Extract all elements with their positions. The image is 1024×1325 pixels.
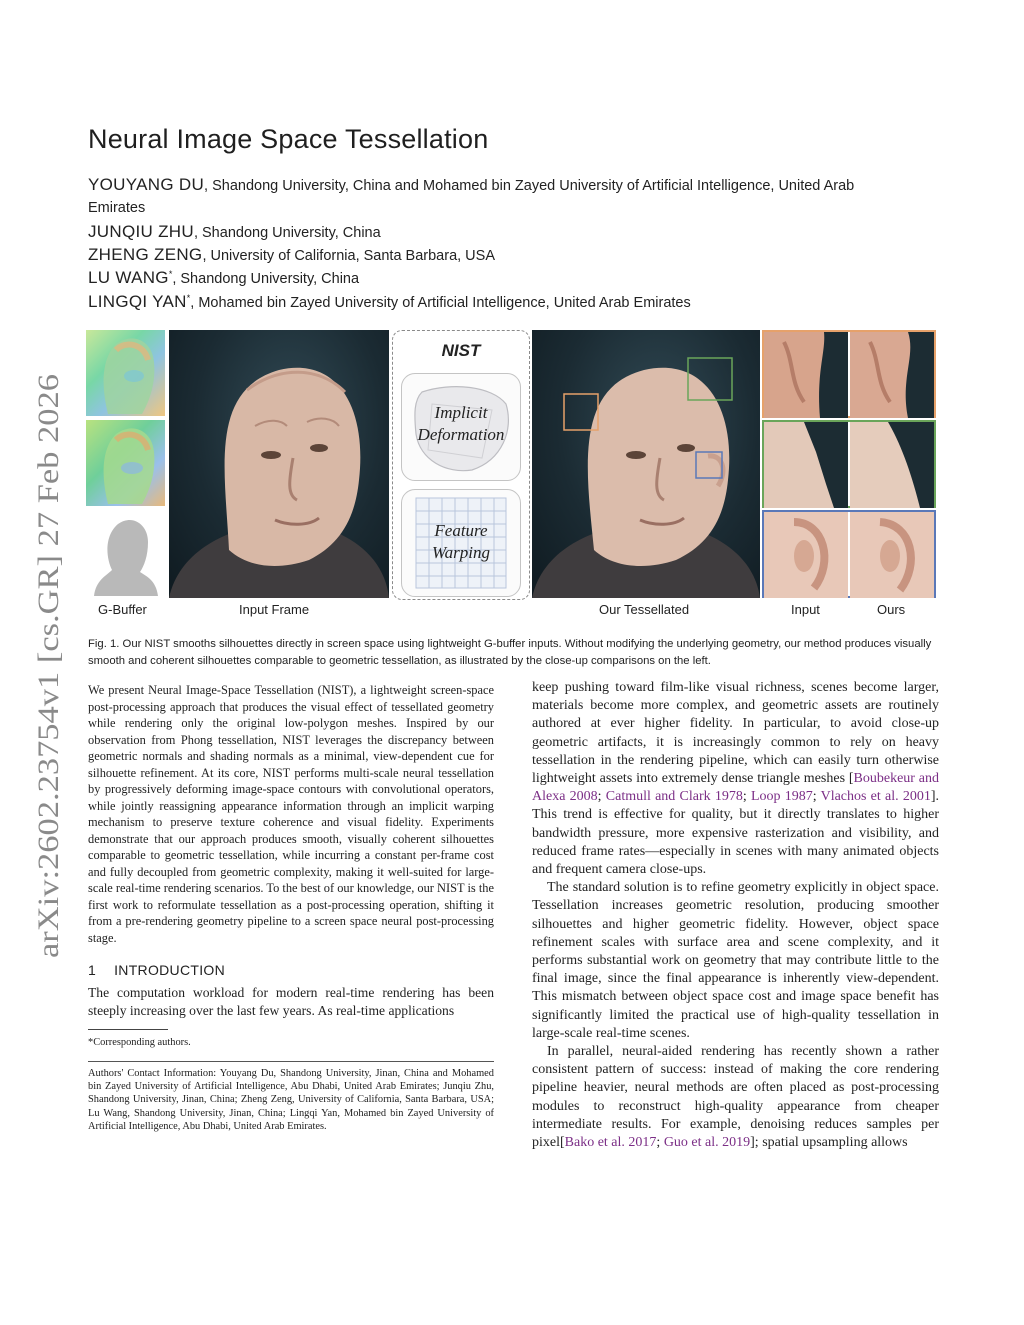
module-text-line-2: Deformation [417,425,505,444]
section-title: INTRODUCTION [114,962,226,978]
text-run: ; [742,789,751,805]
body-paragraph-3 [532,1043,939,1152]
author-affiliation: Mohamed bin Zayed University of Artificial Intelligence, United Arab Emirates [198,295,691,311]
author-line-1: YOUYANG DU, Shandong University, China and Mohamed bin Zayed University of Artificial Intelligence, United Arab [88,175,855,194]
text-run: ]; spatial upsampling allows [750,1135,908,1151]
zoom-pair-green [762,420,936,508]
section-number: 1 [88,962,97,978]
label-ours: Ours [877,602,906,617]
tessellated-frame-render [532,330,760,598]
contact-rule [88,1061,494,1062]
zoom-pair-blue [762,510,936,598]
gbuffer-normal-geometric [86,330,165,416]
text-run: ; [812,789,821,805]
gbuffer-normal-shading [86,420,165,506]
zoom-ours-green [850,422,934,508]
citation-link[interactable]: Vlachos et al. 2001 [820,789,931,805]
author-name: JUNQIU ZHU [88,222,194,241]
author-name: ZHENG ZENG [88,245,203,264]
corresponding-mark: * [186,293,191,304]
footnote-corresponding: *Corresponding authors. [88,1037,191,1048]
nist-label: NIST [441,341,481,360]
module-text-line-2: Warping [432,543,490,562]
paper-title: Neural Image Space Tessellation [88,124,489,154]
teaser-figure [86,328,938,624]
abstract: We present Neural Image-Space Tessellation (NIST), a lightweight screen-space post-processing approach that produces the visual effect of tessellated geometry while rendering only the original low-polygon meshes. Inspired by our observation from Phong tessellation, NIST leverages the discrepancy between geometric normals and shading normals as a minimal, view-dependent cue for silhouette refinement. At its core, NIST performs multi-scale neural tessellation by progressively deforming image-space contours with convolutional operators, while jointly reassigning appearance information through an implicit warping mechanism to preserve texture coherence and visual fidelity. Experiments demonstrate that our approach produces smooth, visually coherent silhouettes comparable to geometric tessellation, while incurring a constant per-frame cost and fully decoupled from geometric complexity, making it well-suited for large-scale real-time rendering scenarios. To the best of our knowledge, our NIST is the first work to reformulate tessellation as a post-processing operation, shifting it from a pre-rendering geometry pipeline to a screen space neural post-processing stage. [88,683,494,945]
corresponding-mark: * [168,269,173,280]
right-column [532,679,939,1152]
label-input-frame: Input Frame [239,602,310,617]
citation-link[interactable]: Bako et al. 2017 [564,1135,657,1151]
citation-link[interactable]: Guo et al. 2019 [663,1135,751,1151]
text-run: keep pushing toward film-like visual richness, scenes become larger, materials become more complex, and geometric assets are routinely authored at ever higher fidelity. In particular, to avoid close-up geometric artifacts, it is increasingly common to rely on heavy tessellation in the rendering pipeline, which can easily turn otherwise lightweight assets into extremely dense triangle meshes [ [532,680,939,787]
citation-link[interactable]: Loop 1987 [750,789,813,805]
author-line-1-cont [88,200,145,216]
zoom-input-blue [764,512,848,598]
gbuffer-mask [86,510,165,596]
text-run: ; [656,1135,664,1151]
citation-link[interactable]: Boubekeur and Alexa 2008 [532,771,939,805]
author-affiliation: Shandong University, China [180,271,360,287]
footnote-rule [88,1029,168,1030]
arxiv-stamp-text: arXiv:2602.23754v1 [cs.GR] 27 Feb 2026 [32,449,65,958]
author-contact-info: Authors' Contact Information: Youyang Du, Shandong University, Jinan, China and Mohamed bin Zayed University of Artificial Intelligence, Abu Dhabi, United Arab Emirates; Junqiu Zhu, Shandong University, Jinan, China; Zheng Zeng, University of California, Santa Barbara, USA; Lu Wang, Shandong University, Jinan, China; Lingqi Yan, Mohamed bin Zayed University of Artificial Intelligence, Abu Dhabi, United Arab Emirates. [88,1068,494,1132]
body-paragraph-2: The standard solution is to refine geometry explicitly in object space. Tessellation increases geometric resolution, producing smoother silhouettes and higher geometric fidelity. However, object space refinement scales with surface area and scene complexity, and it performs substantial work on geometry that may contribute little to the final image, since the final appearance is inherently view-dependent. This mismatch between object space cost and image space benefit has significantly limited the practical use of high-quality tessellation in large-scale real-time scenes. [532,880,939,1041]
citation-link[interactable]: Catmull and Clark 1978 [605,789,743,805]
author-line-5: LINGQI YAN*, Mohamed bin Zayed University of Artificial Intelligence, United Arab Emirates [88,292,691,311]
body-paragraph-1 [532,679,939,879]
author-line-4: LU WANG*, Shandong University, China [88,268,360,287]
author-affiliation: University of California, Santa Barbara, USA [210,248,496,264]
author-name: LU WANG [88,268,169,287]
zoom-ours-orange [850,332,934,418]
label-our-tessellated: Our Tessellated [599,602,690,617]
author-affiliation-cont: Emirates [88,200,146,216]
text-run: In parallel, neural-aided rendering has recently shown a rather consistent pattern of success: instead of making the core rendering pipeline heavier, neural methods are often placed as post-processing modules to reconstruct high-quality appearance from cheaper intermediate results. For example, denoising reduces samples per pixel[ [532,1044,939,1151]
label-gbuffer: G-Buffer [98,602,147,617]
author-line-3: ZHENG ZENG, University of California, Santa Barbara, USA [88,245,496,264]
figure-caption: Fig. 1. Our NIST smooths silhouettes directly in screen space using lightweight G-buffer inputs. Without modifying the underlying geometry, our method produces visually smooth and coherent silhouettes comparable to geometric tessellation, as illustrated by the close-up comparisons on the left. [88,638,932,667]
label-input: Input [791,602,820,617]
zoom-input-orange [764,332,848,418]
author-line-2: JUNQIU ZHU, Shandong University, China [88,222,381,241]
implicit-deformation-module [401,373,521,481]
arxiv-stamp [20,370,72,960]
zoom-input-green [764,422,848,508]
module-text-line-1: Feature [434,521,488,540]
text-run: ; [597,789,606,805]
author-name: LINGQI YAN [88,292,187,311]
input-frame-render [169,330,389,598]
author-name: YOUYANG DU [88,175,205,194]
left-column [88,682,494,1133]
section-heading-introduction [88,962,494,978]
nist-pipeline-box [392,330,530,600]
intro-paragraph: The computation workload for modern real-time rendering has been steeply increasing over the last few years. As real-time applications [88,985,494,1018]
author-affiliation: Shandong University, China and Mohamed bin Zayed University of Artificial Intelligence, United Arab [212,178,855,194]
feature-warping-module [401,489,521,597]
zoom-pair-orange [762,330,936,418]
zoom-ours-blue [850,512,934,598]
module-text-line-1: Implicit [434,403,488,422]
author-affiliation: Shandong University, China [202,225,381,241]
text-run: ]. This trend is effective for quality, but it directly translates to higher bandwidth pressure, more expensive rasterization and visibility, and reduced frame rates—especially in scenes with many animated objects and frequent camera close-ups. [532,789,939,878]
